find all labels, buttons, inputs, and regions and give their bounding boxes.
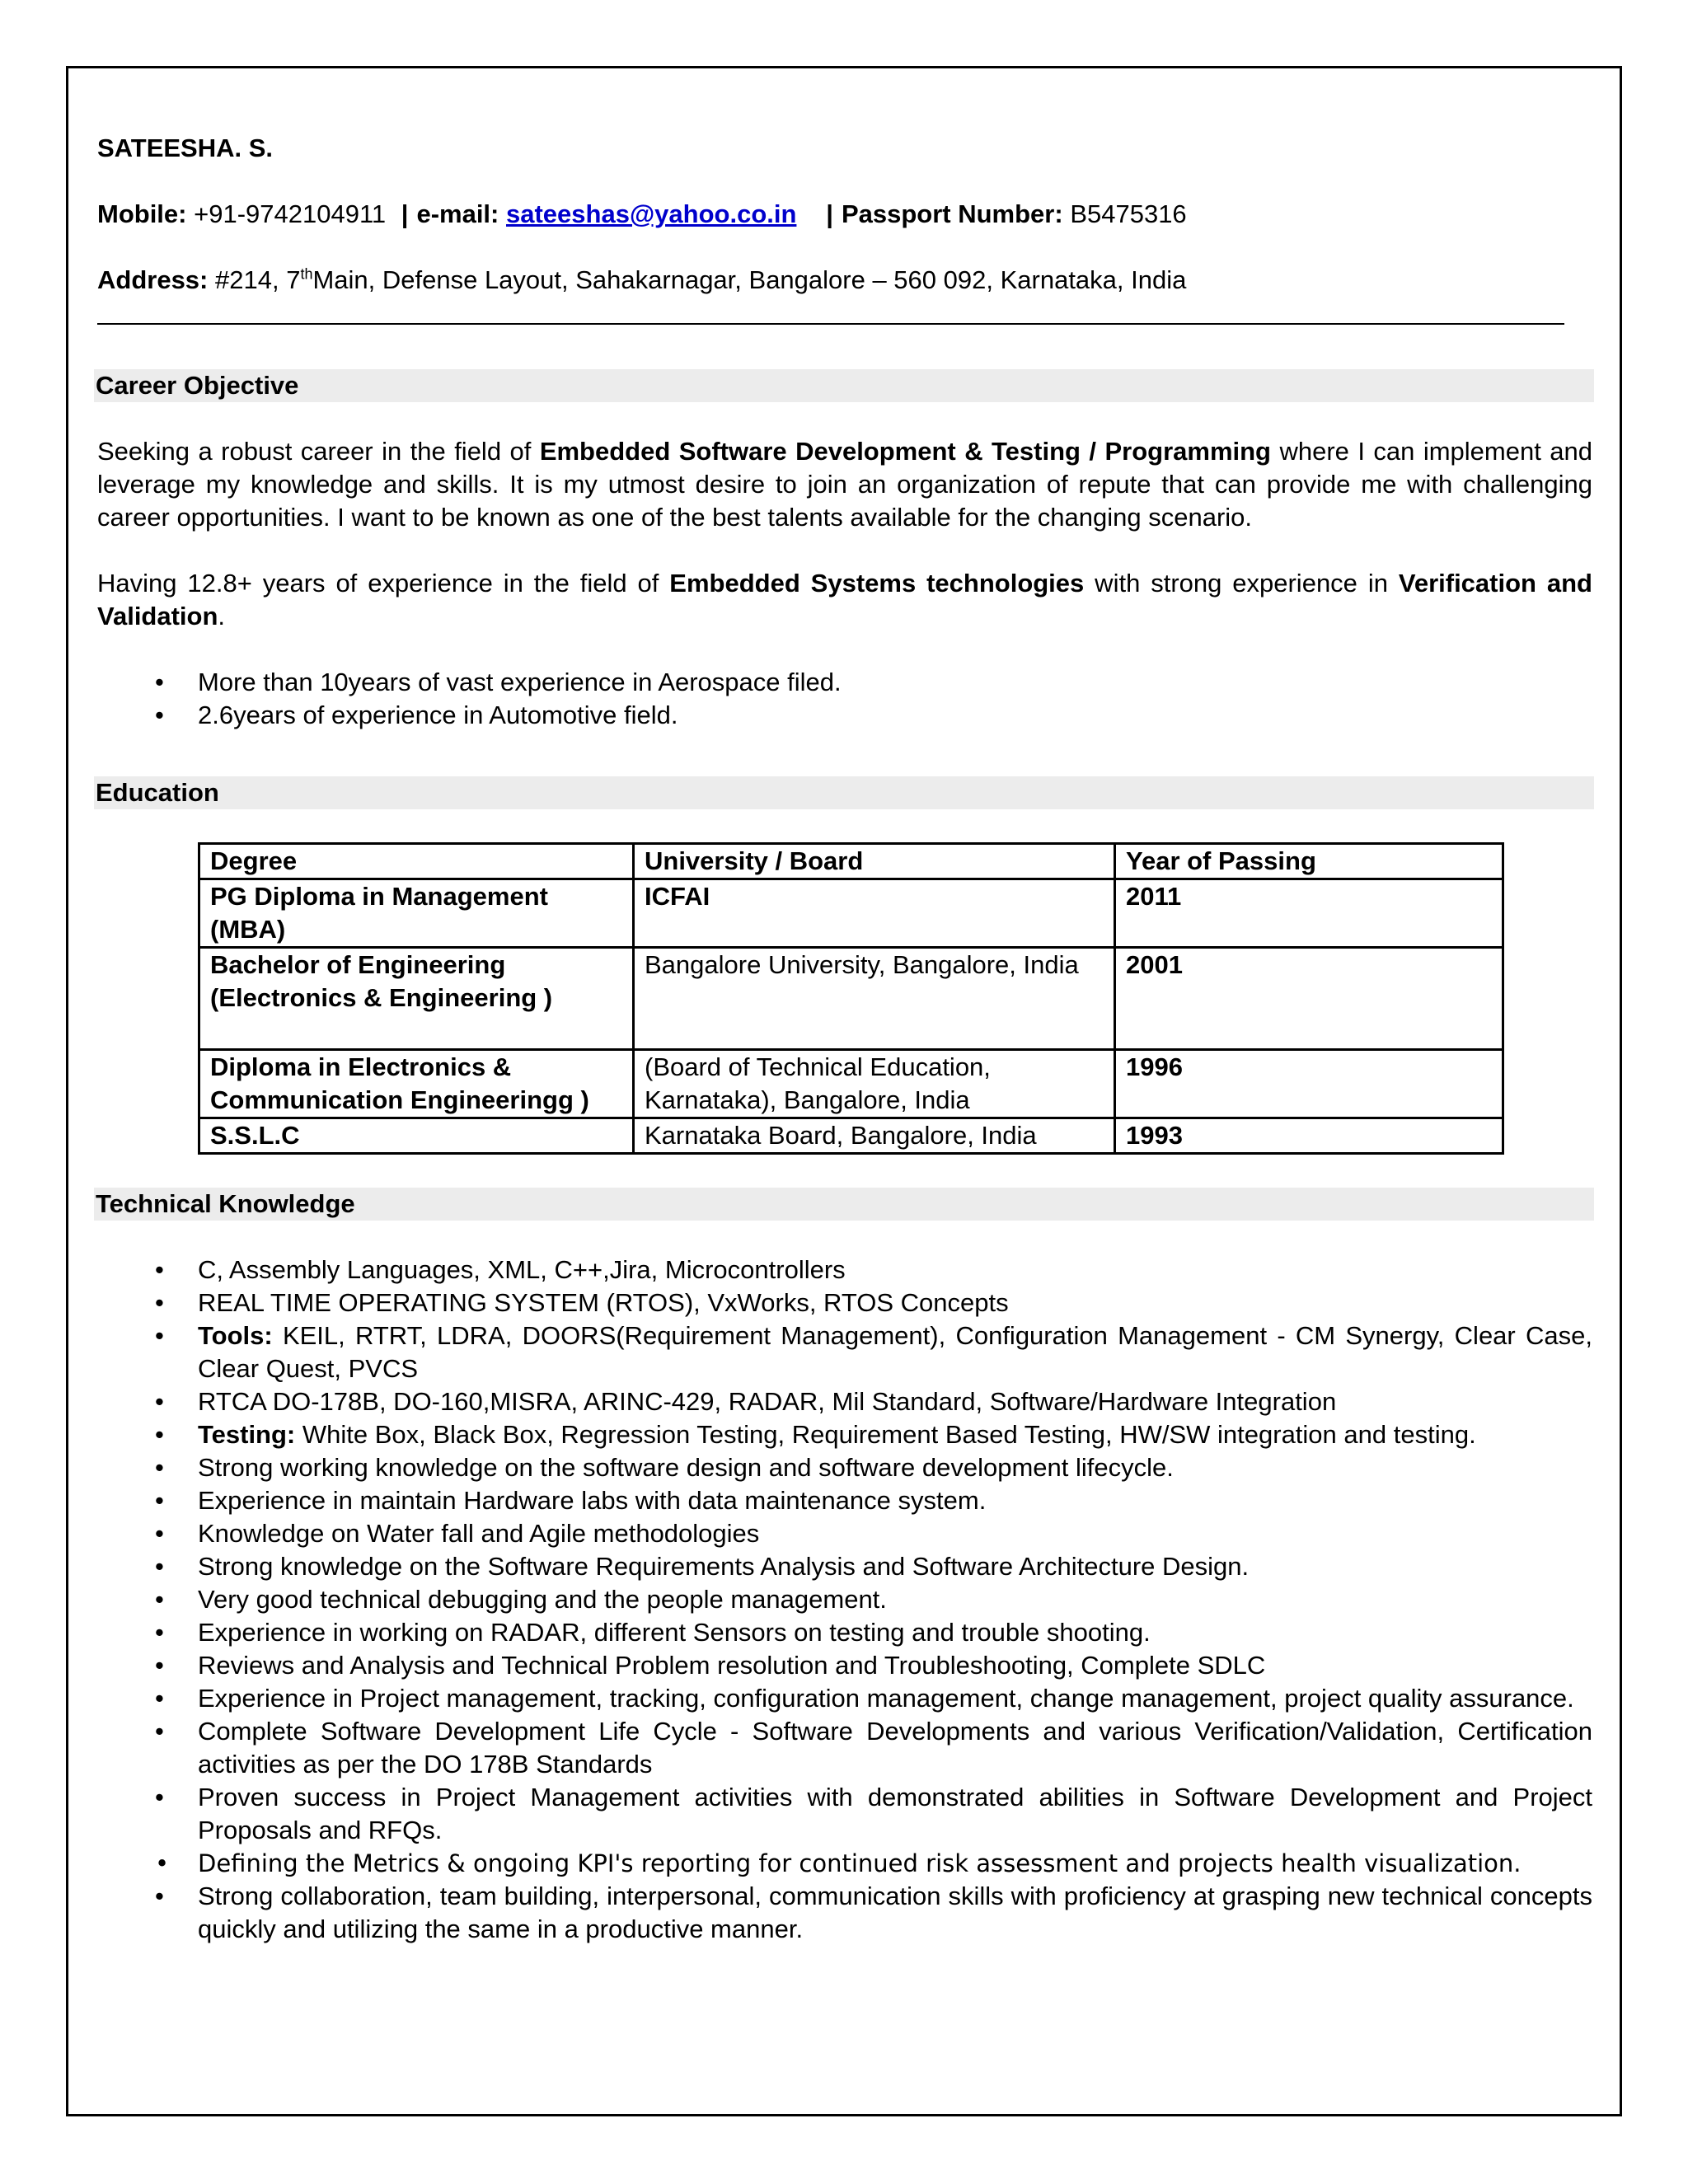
table-row (199, 948, 1503, 1050)
table-row (199, 879, 1503, 948)
experience-emphasis: Embedded Systems technologies (669, 569, 1085, 598)
list-item (97, 1319, 1592, 1385)
candidate-name: SATEESHA. S. (97, 134, 274, 162)
university-cell: Karnataka Board, Bangalore, India (634, 1118, 1115, 1154)
address-text-end: Main, Defense Layout, Sahakarnagar, Bangalore – 560 092, Karnataka, India (312, 265, 1187, 294)
address-text-start: #214, 7 (215, 265, 301, 294)
experience-text: with strong experience in (1084, 569, 1399, 598)
header-divider (97, 323, 1564, 325)
list-item (97, 1517, 1592, 1550)
mobile-label: Mobile: (97, 199, 187, 228)
item-text: Defining the Metrics & ongoing KPI's reporting for continued risk assessment and projects health visualization. (198, 1849, 1522, 1877)
email-link[interactable]: sateeshas@yahoo.co.in (506, 199, 797, 228)
address-superscript: th (300, 265, 313, 283)
section-heading-technical-knowledge: Technical Knowledge (94, 1188, 1594, 1221)
item-text: Reviews and Analysis and Technical Problem resolution and Troubleshooting, Complete SDLC (198, 1651, 1266, 1680)
university-cell: ICFAI (634, 879, 1115, 948)
item-text: RTCA DO-178B, DO-160,MISRA, ARINC-429, RADAR, Mil Standard, Software/Hardware Integration (198, 1387, 1337, 1416)
list-item (97, 1451, 1592, 1484)
list-item (97, 1847, 1592, 1880)
item-text: KEIL, RTRT, LDRA, DOORS(Requirement Management), Configuration Management - CM Synergy, Clear Case, Clear Quest, PVCS (198, 1321, 1592, 1383)
item-text: Experience in maintain Hardware labs with data maintenance system. (198, 1486, 987, 1515)
item-text: Strong working knowledge on the software design and software development lifecycle. (198, 1453, 1174, 1482)
passport-label: Passport Number: (841, 199, 1063, 228)
year-cell: 2001 (1115, 948, 1503, 1050)
list-item: • More than 10years of vast experience in Aerospace filed. (97, 666, 1592, 699)
item-label: Testing: (198, 1420, 296, 1449)
item-text: Proven success in Project Management activities with demonstrated abilities in Software Development and Project Proposals and RFQs. (198, 1783, 1592, 1844)
table-row (199, 1118, 1503, 1154)
item-text: Strong knowledge on the Software Requirements Analysis and Software Architecture Design. (198, 1552, 1250, 1581)
item-text: Experience in Project management, tracking, configuration management, change management, project quality assurance. (198, 1684, 1574, 1713)
year-cell: 2011 (1115, 879, 1503, 948)
experience-paragraph (97, 567, 1592, 633)
list-item (97, 1682, 1592, 1715)
item-text: REAL TIME OPERATING SYSTEM (RTOS), VxWorks, RTOS Concepts (198, 1288, 1009, 1317)
list-item (97, 1583, 1592, 1616)
column-header-university: University / Board (634, 844, 1115, 879)
contact-line (97, 198, 1592, 231)
objective-paragraph (97, 435, 1592, 534)
separator: | (812, 199, 833, 228)
degree-cell: PG Diploma in Management (MBA) (199, 879, 634, 948)
item-text: White Box, Black Box, Regression Testing, Requirement Based Testing, HW/SW integration and testing. (295, 1420, 1476, 1449)
table-row (199, 1050, 1503, 1118)
list-item (97, 1715, 1592, 1781)
experience-text: . (218, 602, 226, 630)
item-text: Very good technical debugging and the people management. (198, 1585, 887, 1614)
list-item (97, 1385, 1592, 1418)
list-item (97, 1484, 1592, 1517)
experience-text: Having 12.8+ years of experience in the field of (97, 569, 670, 598)
resume-content (97, 132, 1592, 1946)
objective-text: where I can implement and leverage my knowledge and skills. It is my utmost desire to join an organization of repute that can provide me with challenging career opportunities. I want to be known as one of the best talents available for the changing scenario. (97, 437, 1592, 532)
item-text: Knowledge on Water fall and Agile methodologies (198, 1519, 760, 1548)
item-text: Complete Software Development Life Cycle - Software Developments and various Verification/Validation, Certification activities as per the DO 178B Standards (198, 1717, 1592, 1779)
degree-cell: S.S.L.C (199, 1118, 634, 1154)
list-item (97, 1254, 1592, 1286)
address-line (97, 264, 1592, 297)
objective-text: Seeking a robust career in the field of (97, 437, 540, 466)
address-label: Address: (97, 265, 209, 294)
section-heading-career-objective: Career Objective (94, 369, 1594, 402)
list-item (97, 1418, 1592, 1451)
degree-cell: Diploma in Electronics & Communication Engineeringg ) (199, 1050, 634, 1118)
passport-number: B5475316 (1070, 199, 1187, 228)
list-item (97, 1649, 1592, 1682)
list-item: • 2.6years of experience in Automotive field. (97, 699, 1592, 732)
list-item (97, 1550, 1592, 1583)
email-label: e-mail: (416, 199, 499, 228)
column-header-year: Year of Passing (1115, 844, 1503, 879)
column-header-degree: Degree (199, 844, 634, 879)
university-cell: (Board of Technical Education, Karnataka), Bangalore, India (634, 1050, 1115, 1118)
list-item (97, 1616, 1592, 1649)
experience-emphasis: Verification and Validation (97, 569, 1592, 630)
item-label: Tools: (198, 1321, 273, 1350)
list-item (97, 1781, 1592, 1847)
experience-bullet-list (97, 666, 1592, 732)
section-heading-education: Education (94, 776, 1594, 809)
technical-skill-list (97, 1254, 1592, 1946)
degree-cell: Bachelor of Engineering (Electronics & Engineering ) (199, 948, 634, 1050)
item-text: C, Assembly Languages, XML, C++,Jira, Microcontrollers (198, 1255, 846, 1284)
year-cell: 1993 (1115, 1118, 1503, 1154)
objective-emphasis: Embedded Software Development & Testing / Programming (539, 437, 1271, 466)
item-text: Experience in working on RADAR, different Sensors on testing and trouble shooting. (198, 1618, 1151, 1647)
list-item (97, 1286, 1592, 1319)
year-cell: 1996 (1115, 1050, 1503, 1118)
mobile-number: +91-9742104911 (194, 199, 387, 228)
education-table (198, 842, 1504, 1155)
table-header-row (199, 844, 1503, 879)
university-cell: Bangalore University, Bangalore, India (634, 948, 1115, 1050)
separator: | (401, 199, 409, 228)
list-item (97, 1880, 1592, 1946)
item-text: Strong collaboration, team building, interpersonal, communication skills with proficiency at grasping new technical concepts quickly and utilizing the same in a productive manner. (198, 1882, 1592, 1943)
